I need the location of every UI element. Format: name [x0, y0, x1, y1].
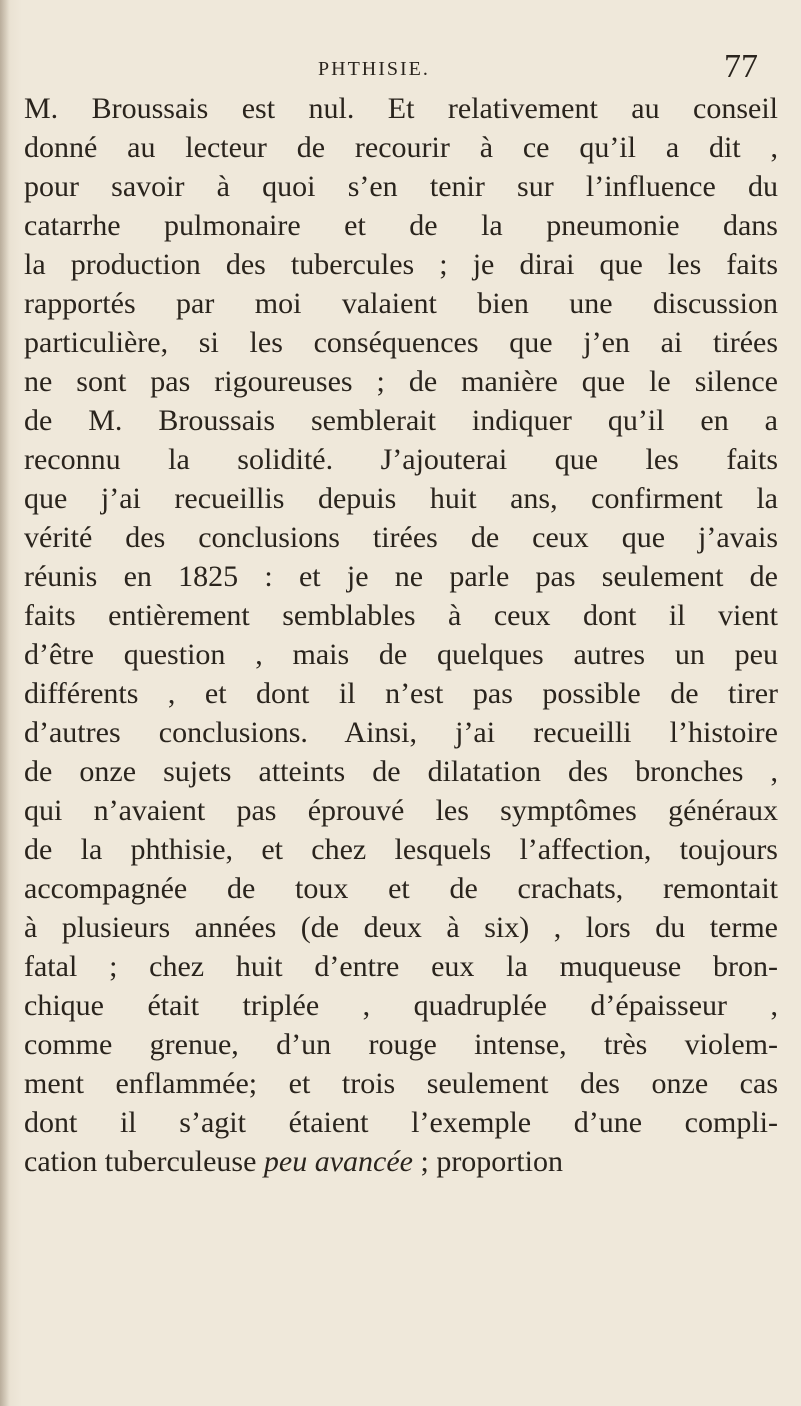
text-line: pour savoir à quoi s’en tenir sur l’influence du	[24, 170, 778, 203]
text-line: catarrhe pulmonaire et de la pneumonie dans	[24, 209, 778, 242]
text-line: dont il s’agit étaient l’exemple d’une compli-	[24, 1106, 778, 1139]
text-line: d’être question , mais de quelques autres un peu	[24, 638, 778, 671]
last-line-content	[24, 1143, 778, 1181]
text-line: d’autres conclusions. Ainsi, j’ai recueilli l’histoire	[24, 716, 778, 749]
text-line: ment enflammée; et trois seulement des onze cas	[24, 1067, 778, 1100]
text-line: que j’ai recueillis depuis huit ans, confirment la	[24, 482, 778, 515]
running-title: PHTHISIE.	[318, 58, 430, 80]
text-line: réunis en 1825 : et je ne parle pas seulement de	[24, 560, 778, 593]
text-line: chique était triplée , quadruplée d’épaisseur ,	[24, 989, 778, 1022]
text-line: faits entièrement semblables à ceux dont il vient	[24, 599, 778, 632]
text-line: fatal ; chez huit d’entre eux la muqueuse bron-	[24, 950, 778, 983]
text-line: qui n’avaient pas éprouvé les symptômes généraux	[24, 794, 778, 827]
text-line: à plusieurs années (de deux à six) , lors du terme	[24, 911, 778, 944]
text-line: accompagnée de toux et de crachats, remontait	[24, 872, 778, 905]
text-line: M. Broussais est nul. Et relativement au conseil	[24, 92, 778, 125]
text-line: de la phthisie, et chez lesquels l’affection, toujours	[24, 833, 778, 866]
text-line: de onze sujets atteints de dilatation des bronches ,	[24, 755, 778, 788]
last-line-after: ; proportion	[412, 1145, 563, 1178]
italic-phrase: peu avancée	[263, 1145, 413, 1178]
text-line: rapportés par moi valaient bien une discussion	[24, 287, 778, 320]
text-line: comme grenue, d’un rouge intense, très violem-	[24, 1028, 778, 1061]
text-line: la production des tubercules ; je dirai que les faits	[24, 248, 778, 281]
text-line: reconnu la solidité. J’ajouterai que les faits	[24, 443, 778, 476]
text-line-last	[0, 1143, 780, 1181]
page-number: 77	[724, 48, 758, 85]
text-line: ne sont pas rigoureuses ; de manière que le silence	[24, 365, 778, 398]
text-line: vérité des conclusions tirées de ceux que j’avais	[24, 521, 778, 554]
text-line: particulière, si les conséquences que j’en ai tirées	[24, 326, 778, 359]
last-line-before: cation tuberculeuse	[24, 1145, 264, 1178]
text-line: différents , et dont il n’est pas possible de tirer	[24, 677, 778, 710]
text-line: donné au lecteur de recourir à ce qu’il a dit ,	[24, 131, 778, 164]
text-line: de M. Broussais semblerait indiquer qu’il en a	[24, 404, 778, 437]
running-head	[0, 48, 801, 88]
